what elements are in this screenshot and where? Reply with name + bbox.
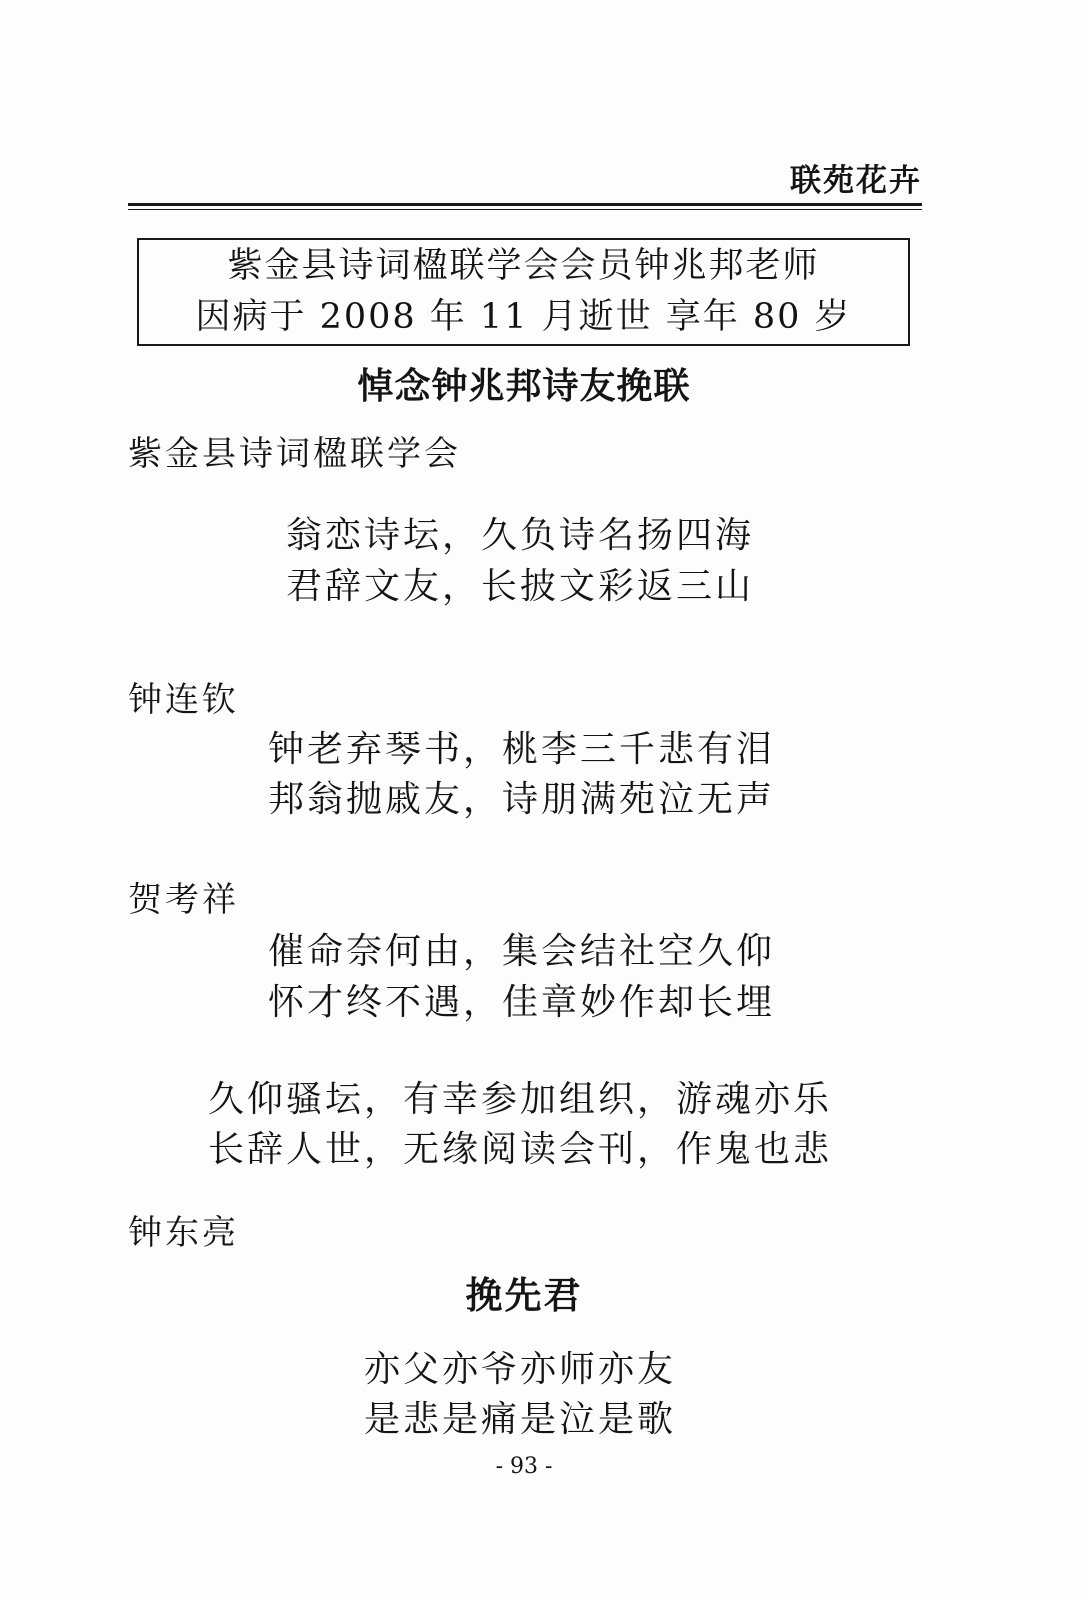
couplet-line: 邦翁抛戚友，诗朋满苑泣无声 (268, 779, 776, 820)
notice-line-1: 紫金县诗词楹联学会会员钟兆邦老师 (227, 246, 820, 286)
couplet-line: 翁恋诗坛，久负诗名扬四海 (286, 515, 755, 556)
header-rule (128, 203, 922, 206)
obituary-notice-box (137, 238, 910, 346)
couplet-line: 怀才终不遇，佳章妙作却长埋 (268, 982, 776, 1023)
author-name: 紫金县诗词楹联学会 (128, 434, 461, 474)
couplet-line: 亦父亦爷亦师亦友 (364, 1349, 677, 1390)
couplet-line: 钟老弃琴书，桃李三千悲有泪 (268, 729, 776, 770)
article-title: 悼念钟兆邦诗友挽联 (357, 365, 691, 407)
header-rule-thin (128, 209, 922, 210)
author-name: 贺考祥 (128, 880, 239, 920)
notice-line-2: 因病于 2008 年 11 月逝世 享年 80 岁 (195, 297, 852, 337)
couplet-line: 催命奈何由，集会结社空久仰 (268, 931, 776, 972)
page-number: - 93 - (495, 1454, 553, 1479)
couplet-line: 长辞人世，无缘阅读会刊，作鬼也悲 (208, 1129, 833, 1170)
poem-subtitle: 挽先君 (465, 1273, 583, 1317)
author-name: 钟东亮 (128, 1213, 239, 1253)
couplet-line: 君辞文友，长披文彩返三山 (286, 566, 755, 607)
author-name: 钟连钦 (128, 680, 239, 720)
couplet-line: 久仰骚坛，有幸参加组织，游魂亦乐 (208, 1079, 833, 1120)
couplet-line: 是悲是痛是泣是歌 (364, 1399, 677, 1440)
section-header: 联苑花卉 (790, 163, 922, 199)
